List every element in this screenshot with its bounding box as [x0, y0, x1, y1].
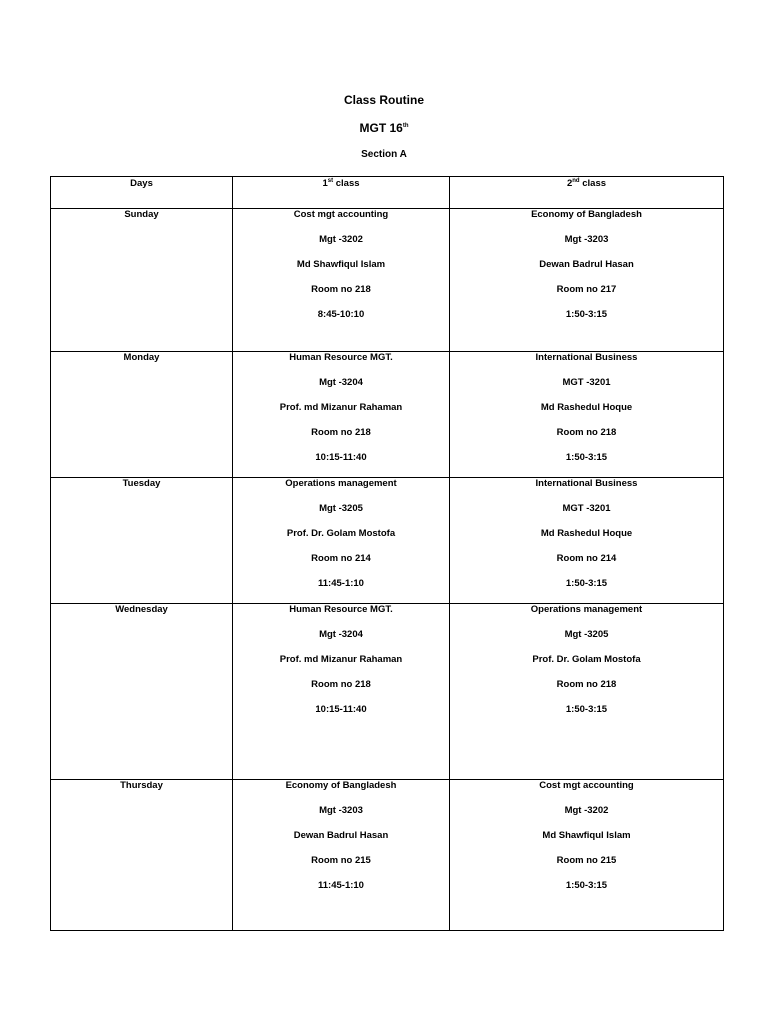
class-time: 1:50-3:15	[565, 704, 608, 715]
header-second-sup: nd	[572, 177, 580, 184]
class-time: 10:15-11:40	[315, 452, 367, 463]
room-number: Room no 215	[311, 855, 371, 866]
teacher-name: Prof. Dr. Golam Mostofa	[532, 654, 641, 665]
second-class-cell	[450, 604, 724, 780]
class-time: 8:45-10:10	[317, 309, 365, 320]
room-number: Room no 214	[556, 553, 617, 564]
page-title: Class Routine	[343, 93, 424, 107]
teacher-name: Dewan Badrul Hasan	[293, 830, 389, 841]
table-row	[51, 780, 724, 931]
second-class-cell	[450, 209, 724, 352]
day-label: Monday	[123, 352, 160, 363]
header-first-num: 1	[322, 178, 328, 189]
teacher-name: Prof. Dr. Golam Mostofa	[286, 528, 396, 539]
first-class-cell	[233, 780, 450, 931]
day-label: Thursday	[120, 780, 163, 791]
course-name: MGT 16	[359, 121, 403, 135]
course-title: Human Resource MGT.	[289, 352, 393, 363]
class-time: 1:50-3:15	[565, 309, 608, 320]
course-code: MGT -3201	[562, 377, 611, 388]
table-row	[51, 209, 724, 352]
teacher-name: Md Rashedul Hoque	[540, 402, 633, 413]
section-heading: Section A	[361, 149, 407, 160]
course-title: International Business	[535, 352, 638, 363]
first-class-cell	[233, 604, 450, 780]
day-label: Sunday	[124, 209, 159, 220]
teacher-name: Prof. md Mizanur Rahaman	[279, 402, 403, 413]
day-cell	[51, 352, 233, 478]
course-title: Cost mgt accounting	[539, 780, 634, 791]
header-first-sup: st	[327, 177, 334, 184]
teacher-name: Dewan Badrul Hasan	[539, 259, 634, 270]
course-title: Economy of Bangladesh	[531, 209, 642, 220]
first-class-cell	[233, 352, 450, 478]
course-title: Operations management	[530, 604, 643, 615]
first-class-cell	[233, 209, 450, 352]
course-title: International Business	[535, 478, 638, 489]
day-cell	[51, 478, 233, 604]
teacher-name: Md Shawfiqul Islam	[296, 259, 386, 270]
day-label: Tuesday	[122, 478, 161, 489]
day-cell	[51, 780, 233, 931]
class-time: 10:15-11:40	[315, 704, 367, 715]
teacher-name: Md Shawfiqul Islam	[542, 830, 631, 841]
course-code: Mgt -3203	[319, 805, 363, 816]
class-time: 1:50-3:15	[565, 880, 608, 891]
course-code: Mgt -3205	[564, 629, 609, 640]
class-time: 11:45-1:10	[318, 880, 364, 891]
course-title: Cost mgt accounting	[293, 209, 389, 220]
second-class-cell	[450, 478, 724, 604]
header-row	[51, 177, 724, 209]
room-number: Room no 214	[311, 553, 371, 564]
course-code: Mgt -3204	[319, 377, 363, 388]
class-time: 11:45-1:10	[318, 578, 364, 589]
course-title: Operations management	[285, 478, 397, 489]
room-number: Room no 215	[556, 855, 617, 866]
class-time: 1:50-3:15	[565, 578, 608, 589]
room-number: Room no 218	[311, 284, 371, 295]
teacher-name: Md Rashedul Hoque	[540, 528, 633, 539]
course-code: Mgt -3202	[319, 234, 363, 245]
room-number: Room no 218	[556, 427, 617, 438]
course-code: MGT -3201	[562, 503, 611, 514]
course-code: Mgt -3203	[564, 234, 609, 245]
header-days: Days	[51, 177, 233, 209]
teacher-name: Prof. md Mizanur Rahaman	[279, 654, 403, 665]
room-number: Room no 218	[311, 679, 371, 690]
course-title: Human Resource MGT.	[289, 604, 393, 615]
day-cell	[51, 604, 233, 780]
header-second-class	[450, 177, 724, 209]
second-class-cell	[450, 352, 724, 478]
second-class-cell	[450, 780, 724, 931]
table-row	[51, 478, 724, 604]
room-number: Room no 218	[311, 427, 371, 438]
course-heading	[0, 122, 768, 134]
day-cell	[51, 209, 233, 352]
room-number: Room no 217	[556, 284, 617, 295]
course-superscript: th	[402, 123, 409, 129]
class-time: 1:50-3:15	[565, 452, 608, 463]
course-title: Economy of Bangladesh	[285, 780, 397, 791]
table-row	[51, 604, 724, 780]
header-second-rest: class	[579, 178, 607, 189]
routine-table	[50, 176, 724, 931]
table-row	[51, 352, 724, 478]
course-code: Mgt -3202	[564, 805, 609, 816]
header-first-rest: class	[333, 178, 360, 189]
header-second-num: 2	[566, 178, 573, 189]
first-class-cell	[233, 478, 450, 604]
header-first-class	[233, 177, 450, 209]
day-label: Wednesday	[115, 604, 168, 615]
course-code: Mgt -3205	[319, 503, 363, 514]
room-number: Room no 218	[556, 679, 617, 690]
course-code: Mgt -3204	[319, 629, 363, 640]
